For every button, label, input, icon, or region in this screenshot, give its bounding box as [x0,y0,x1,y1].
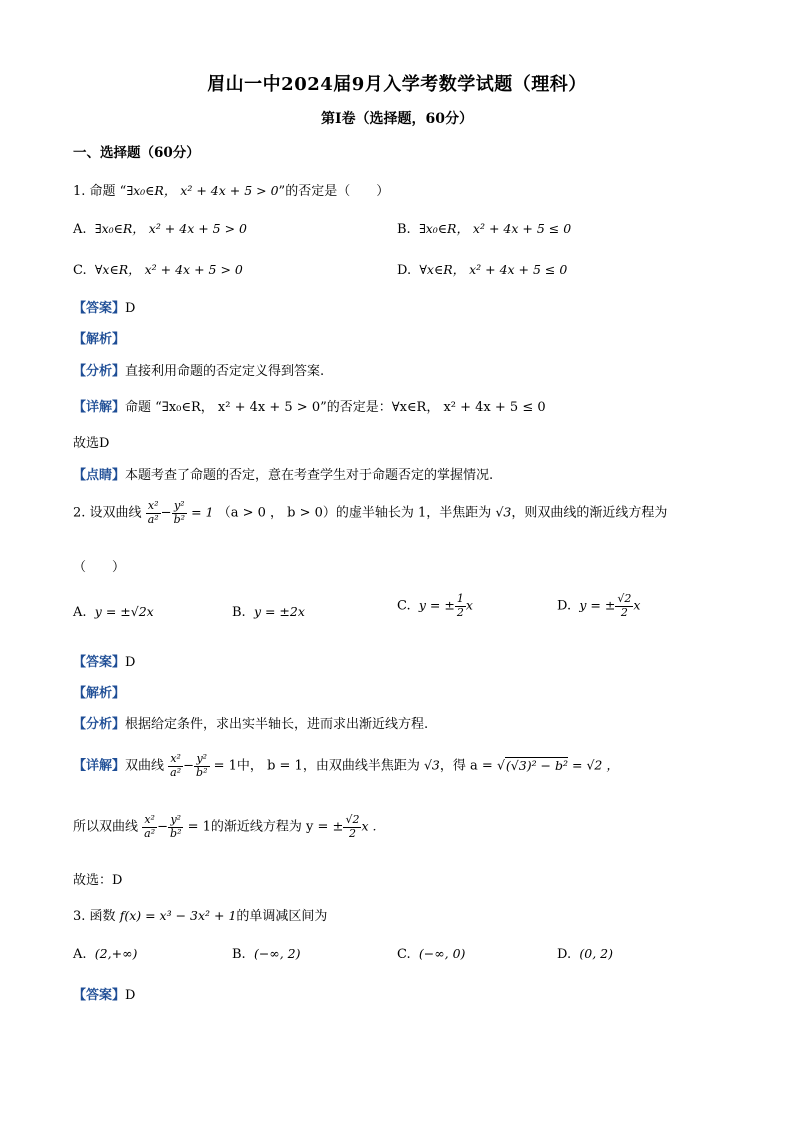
q2-conclusion: 故选：D [73,873,123,888]
q1-option-c: C. ∀x∈R， x² + 4x + 5 > 0 [73,262,243,278]
q3-option-b: B. (−∞, 2) [232,946,301,962]
q3-stem: 3. 函数 f(x) = x³ − 3x² + 1的单调减区间为 [73,908,328,924]
q3-option-c: C. (−∞, 0) [397,946,466,962]
q1-option-b: B. ∃x₀∈R， x² + 4x + 5 ≤ 0 [397,221,572,237]
q2-frac-y: $\frac{\text{y²}}{\text{b²}}$ [173,499,186,526]
q2-fenxi: 【分析】根据给定条件，求出实半轴长，进而求出渐近线方程. [73,717,429,732]
q2-frac-x: $\frac{\text{x²}}{\text{a²}}$ [147,499,159,526]
q3-answer: 【答案】D [73,988,136,1003]
q1-fenxi: 【分析】直接利用命题的否定定义得到答案. [73,364,325,379]
q1-dianjing: 【点睛】本题考查了命题的否定，意在考查学生对于命题否定的掌握情况. [73,468,494,483]
q1-jiexi: 【解析】 [73,332,126,347]
q1-xiangjie: 【详解】命题 “∃x₀∈R， x² + 4x + 5 > 0”的否定是：∀x∈R， x² + 4x + 5 ≤ 0 [73,400,546,415]
q2-stem: 2. 设双曲线 $\frac{\text{x²}}{\text{a²}}$ − $\frac{\text{y²}}{\text{b²}}$ = 1 （a > 0 ， b > 0）的虚半轴长为 1，半焦距为 √3，则双曲线的渐近线方程为 [73,499,668,526]
page-title: 眉山一中2024届9月入学考数学试题（理科） [207,74,587,95]
q1-conclusion: 故选D [73,436,110,451]
q2-paren: （ ） [73,560,126,575]
q1-stem [73,180,389,199]
q1-stem-math: ∃x₀∈R， x² + 4x + 5 > 0 [126,183,279,198]
q2-xiangjie: 【详解】双曲线 $\frac{\text{x²}}{\text{a²}}$ − $\frac{\text{y²}}{\text{b²}}$ = 1中， b = 1，由双曲线半焦距为 √3，得 a = √(√3)² − b² = √2 ， [73,752,619,779]
page-subtitle: 第Ⅰ卷（选择题，60分） [320,111,474,127]
q1-stem-pre: 1. 命题 “ [73,184,127,199]
section-heading: 一、选择题（60分） [73,145,200,161]
q3-option-d: D. (0, 2) [557,946,613,962]
q3-option-a: A. (2,+∞) [73,946,138,962]
q1-option-d: D. ∀x∈R， x² + 4x + 5 ≤ 0 [397,262,568,278]
q1-option-a: A. ∃x₀∈R， x² + 4x + 5 > 0 [73,221,248,237]
q2-option-c: C. y = ± $\frac{1}{2}$ x [397,592,473,619]
q1-stem-post: ”的否定是（ ） [278,184,390,199]
q2-option-a: A. y = ±√2x [73,604,154,620]
q2-option-d: D. y = ± $\frac{√2}{2}$ x [557,592,641,619]
q1-answer: 【答案】D [73,301,136,316]
q2-jiexi: 【解析】 [73,686,126,701]
q2-summary: 所以双曲线 $\frac{\text{x²}}{\text{a²}}$ − $\frac{\text{y²}}{\text{b²}}$ = 1的渐近线方程为 y = ± $\frac{√2}{2}$ x . [73,813,377,840]
q2-answer: 【答案】D [73,655,136,670]
q2-option-b: B. y = ±2x [232,604,305,620]
